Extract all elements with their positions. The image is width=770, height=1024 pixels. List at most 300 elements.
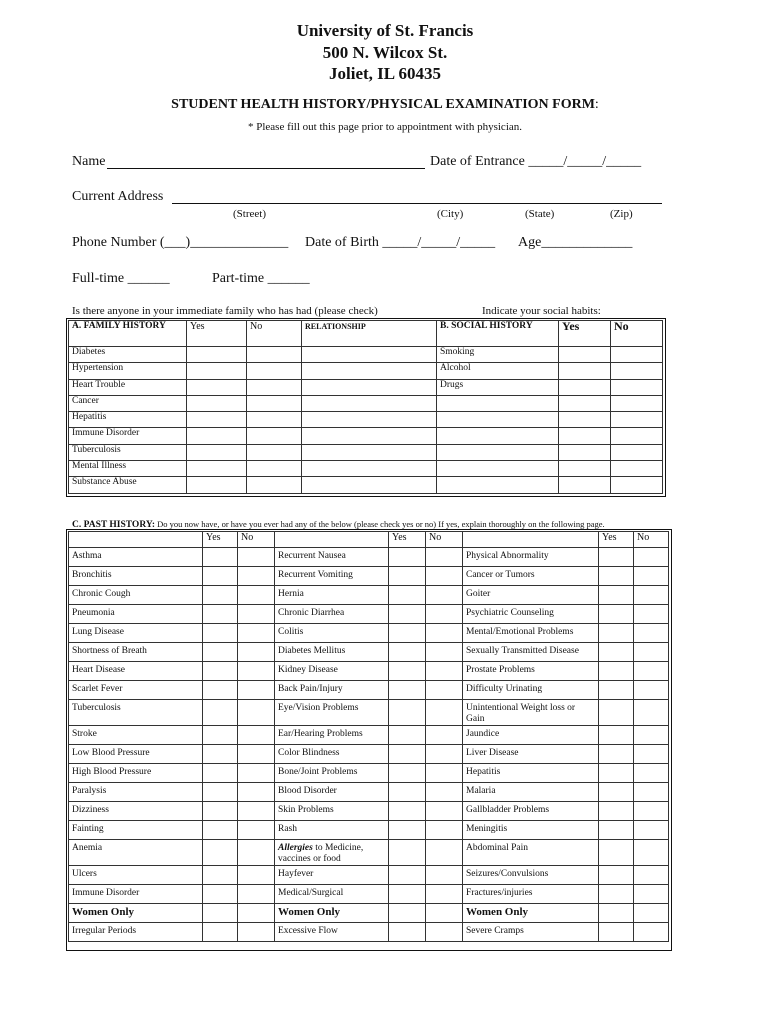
institution-street: 500 N. Wilcox St. xyxy=(322,43,448,62)
social-habit-label: Alcohol xyxy=(437,363,559,379)
family-no-checkbox[interactable] xyxy=(247,395,302,411)
women-condition-label: Severe Cramps xyxy=(463,923,599,942)
past-yes-checkbox[interactable] xyxy=(389,548,426,567)
past-no-checkbox[interactable] xyxy=(426,783,463,802)
past-row xyxy=(69,681,669,700)
past-yes-checkbox[interactable] xyxy=(389,885,426,904)
past-condition-label: Dizziness xyxy=(69,802,203,821)
past-row xyxy=(69,643,669,662)
past-no-checkbox[interactable] xyxy=(426,726,463,745)
past-no-checkbox[interactable] xyxy=(634,586,669,605)
social-no-checkbox[interactable] xyxy=(611,379,663,395)
family-condition-label: Hepatitis xyxy=(69,412,187,428)
family-row xyxy=(69,428,663,444)
past-yes-checkbox[interactable] xyxy=(203,681,238,700)
past-condition-label: Skin Problems xyxy=(275,802,389,821)
past-no-checkbox[interactable] xyxy=(426,802,463,821)
past-condition-label: Diabetes Mellitus xyxy=(275,643,389,662)
past-condition-label: Allergies to Medicine, vaccines or food xyxy=(275,840,389,866)
past-yes-checkbox[interactable] xyxy=(203,726,238,745)
past-condition-label: Back Pain/Injury xyxy=(275,681,389,700)
past-yes-checkbox[interactable] xyxy=(203,821,238,840)
social-yes-checkbox[interactable] xyxy=(559,412,611,428)
family-relationship-field[interactable] xyxy=(302,363,437,379)
past-condition-label: Mental/Emotional Problems xyxy=(463,624,599,643)
social-no-checkbox[interactable] xyxy=(611,395,663,411)
past-yes-checkbox[interactable] xyxy=(599,700,634,726)
past-yes-checkbox[interactable] xyxy=(203,904,238,923)
past-row xyxy=(69,745,669,764)
past-condition-label: Physical Abnormality xyxy=(463,548,599,567)
family-yes-checkbox[interactable] xyxy=(187,379,247,395)
past-yes-checkbox[interactable] xyxy=(599,586,634,605)
past-condition-label: Hernia xyxy=(275,586,389,605)
age-field[interactable]: Age_____________ xyxy=(518,235,633,250)
past-no-checkbox[interactable] xyxy=(426,567,463,586)
past-yes-checkbox[interactable] xyxy=(389,923,426,942)
family-row xyxy=(69,444,663,460)
past-yes-checkbox[interactable] xyxy=(203,783,238,802)
past-condition-label: Tuberculosis xyxy=(69,700,203,726)
past-condition-label: Chronic Diarrhea xyxy=(275,605,389,624)
past-condition-label: Ulcers xyxy=(69,866,203,885)
city-sublabel: (City) xyxy=(437,208,464,220)
family-row xyxy=(69,379,663,395)
past-no-checkbox[interactable] xyxy=(426,866,463,885)
past-no-checkbox[interactable] xyxy=(238,745,275,764)
past-condition-label: Seizures/Convulsions xyxy=(463,866,599,885)
family-yes-checkbox[interactable] xyxy=(187,363,247,379)
past-yes-checkbox[interactable] xyxy=(203,700,238,726)
past-condition-header xyxy=(275,532,389,548)
family-no-header: No xyxy=(247,321,302,347)
family-no-checkbox[interactable] xyxy=(247,347,302,363)
past-no-checkbox[interactable] xyxy=(238,624,275,643)
past-condition-label: Fractures/injuries xyxy=(463,885,599,904)
past-no-checkbox[interactable] xyxy=(426,840,463,866)
past-yes-checkbox[interactable] xyxy=(389,567,426,586)
past-condition-label: Gallbladder Problems xyxy=(463,802,599,821)
family-no-checkbox[interactable] xyxy=(247,363,302,379)
past-yes-checkbox[interactable] xyxy=(599,885,634,904)
social-no-checkbox[interactable] xyxy=(611,461,663,477)
family-no-checkbox[interactable] xyxy=(247,379,302,395)
past-row xyxy=(69,783,669,802)
past-yes-checkbox[interactable] xyxy=(389,586,426,605)
women-only-label: Women Only xyxy=(69,904,203,923)
past-no-checkbox[interactable] xyxy=(238,885,275,904)
past-no-checkbox[interactable] xyxy=(238,681,275,700)
past-condition-label: Prostate Problems xyxy=(463,662,599,681)
family-condition-label: Heart Trouble xyxy=(69,379,187,395)
family-prompt: Is there anyone in your immediate family who has had (please check) xyxy=(72,305,378,317)
past-yes-checkbox[interactable] xyxy=(203,764,238,783)
family-row xyxy=(69,477,663,493)
past-no-checkbox[interactable] xyxy=(238,923,275,942)
past-no-checkbox[interactable] xyxy=(426,904,463,923)
name-label: Name xyxy=(72,154,106,169)
past-no-checkbox[interactable] xyxy=(634,802,669,821)
past-condition-label: Recurrent Vomiting xyxy=(275,567,389,586)
family-no-checkbox[interactable] xyxy=(247,461,302,477)
family-history-header: A. FAMILY HISTORY xyxy=(69,321,187,347)
past-yes-checkbox[interactable] xyxy=(599,866,634,885)
past-yes-checkbox[interactable] xyxy=(389,745,426,764)
past-yes-checkbox[interactable] xyxy=(599,643,634,662)
past-condition-label: Bronchitis xyxy=(69,567,203,586)
family-no-checkbox[interactable] xyxy=(247,444,302,460)
past-yes-checkbox[interactable] xyxy=(599,783,634,802)
family-row xyxy=(69,412,663,428)
past-condition-label: Medical/Surgical xyxy=(275,885,389,904)
past-condition-label: Fainting xyxy=(69,821,203,840)
past-no-checkbox[interactable] xyxy=(238,726,275,745)
past-condition-label: Sexually Transmitted Disease xyxy=(463,643,599,662)
family-yes-checkbox[interactable] xyxy=(187,477,247,493)
family-yes-checkbox[interactable] xyxy=(187,412,247,428)
social-no-checkbox[interactable] xyxy=(611,444,663,460)
past-no-header: No xyxy=(238,532,275,548)
past-yes-header: Yes xyxy=(203,532,238,548)
phone-field[interactable]: Phone Number (___)______________ xyxy=(72,235,289,250)
past-no-checkbox[interactable] xyxy=(238,840,275,866)
past-no-checkbox[interactable] xyxy=(634,821,669,840)
past-condition-header xyxy=(69,532,203,548)
past-no-checkbox[interactable] xyxy=(634,605,669,624)
past-yes-checkbox[interactable] xyxy=(389,764,426,783)
past-yes-header: Yes xyxy=(599,532,634,548)
form-title-colon: : xyxy=(594,97,599,112)
past-yes-checkbox[interactable] xyxy=(389,802,426,821)
family-no-checkbox[interactable] xyxy=(247,477,302,493)
social-empty-cell xyxy=(437,395,559,411)
form-title-text: STUDENT HEALTH HISTORY/PHYSICAL EXAMINATION FORM xyxy=(171,97,595,112)
past-no-checkbox[interactable] xyxy=(238,643,275,662)
past-condition-label: Liver Disease xyxy=(463,745,599,764)
family-no-checkbox[interactable] xyxy=(247,428,302,444)
past-yes-checkbox[interactable] xyxy=(599,923,634,942)
zip-sublabel: (Zip) xyxy=(610,208,633,220)
date-entrance-label xyxy=(430,154,641,170)
past-yes-checkbox[interactable] xyxy=(203,662,238,681)
address-label: Current Address xyxy=(72,189,164,204)
past-no-checkbox[interactable] xyxy=(634,923,669,942)
past-no-checkbox[interactable] xyxy=(634,840,669,866)
past-row xyxy=(69,885,669,904)
women-condition-label: Excessive Flow xyxy=(275,923,389,942)
past-yes-checkbox[interactable] xyxy=(599,567,634,586)
past-row xyxy=(69,586,669,605)
past-no-checkbox[interactable] xyxy=(238,700,275,726)
social-no-checkbox[interactable] xyxy=(611,347,663,363)
past-row xyxy=(69,548,669,567)
past-no-checkbox[interactable] xyxy=(238,764,275,783)
past-yes-header: Yes xyxy=(389,532,426,548)
past-yes-checkbox[interactable] xyxy=(389,624,426,643)
social-empty-cell xyxy=(437,477,559,493)
past-condition-label: Goiter xyxy=(463,586,599,605)
name-field[interactable] xyxy=(107,168,425,169)
past-no-checkbox[interactable] xyxy=(238,586,275,605)
past-no-checkbox[interactable] xyxy=(238,567,275,586)
past-condition-label: Shortness of Breath xyxy=(69,643,203,662)
past-no-checkbox[interactable] xyxy=(634,624,669,643)
past-no-checkbox[interactable] xyxy=(426,605,463,624)
past-yes-checkbox[interactable] xyxy=(203,605,238,624)
past-row xyxy=(69,662,669,681)
past-no-header: No xyxy=(634,532,669,548)
family-relationship-field[interactable] xyxy=(302,444,437,460)
past-condition-label: Recurrent Nausea xyxy=(275,548,389,567)
past-condition-label: Bone/Joint Problems xyxy=(275,764,389,783)
family-social-table xyxy=(68,320,663,494)
social-history-header: B. SOCIAL HISTORY xyxy=(437,321,559,347)
past-history-title: C. PAST HISTORY: xyxy=(72,520,155,530)
past-no-checkbox[interactable] xyxy=(634,904,669,923)
past-no-checkbox[interactable] xyxy=(426,681,463,700)
past-row xyxy=(69,866,669,885)
past-yes-checkbox[interactable] xyxy=(203,923,238,942)
family-condition-label: Hypertension xyxy=(69,363,187,379)
past-yes-checkbox[interactable] xyxy=(389,904,426,923)
social-yes-checkbox[interactable] xyxy=(559,477,611,493)
past-yes-checkbox[interactable] xyxy=(389,726,426,745)
past-yes-checkbox[interactable] xyxy=(389,681,426,700)
past-history-table xyxy=(68,531,669,942)
past-condition-label: Stroke xyxy=(69,726,203,745)
social-prompt: Indicate your social habits: xyxy=(482,305,601,317)
past-condition-label: Kidney Disease xyxy=(275,662,389,681)
past-no-checkbox[interactable] xyxy=(238,783,275,802)
family-relationship-field[interactable] xyxy=(302,395,437,411)
past-row xyxy=(69,840,669,866)
social-yes-checkbox[interactable] xyxy=(559,395,611,411)
past-no-header: No xyxy=(426,532,463,548)
social-no-checkbox[interactable] xyxy=(611,412,663,428)
past-row xyxy=(69,567,669,586)
women-condition-label: Irregular Periods xyxy=(69,923,203,942)
past-condition-label: Immune Disorder xyxy=(69,885,203,904)
past-no-checkbox[interactable] xyxy=(426,764,463,783)
past-condition-label: Asthma xyxy=(69,548,203,567)
past-row xyxy=(69,624,669,643)
social-empty-cell xyxy=(437,428,559,444)
family-yes-checkbox[interactable] xyxy=(187,461,247,477)
family-yes-checkbox[interactable] xyxy=(187,428,247,444)
past-no-checkbox[interactable] xyxy=(238,802,275,821)
institution-city: Joliet, IL 60435 xyxy=(329,64,441,83)
past-no-checkbox[interactable] xyxy=(238,605,275,624)
past-no-checkbox[interactable] xyxy=(426,643,463,662)
state-sublabel: (State) xyxy=(525,208,555,220)
past-yes-checkbox[interactable] xyxy=(389,821,426,840)
past-no-checkbox[interactable] xyxy=(426,548,463,567)
past-no-checkbox[interactable] xyxy=(634,681,669,700)
past-no-checkbox[interactable] xyxy=(426,700,463,726)
parttime-field[interactable]: Part-time ______ xyxy=(212,271,310,286)
relationship-header: RELATIONSHIP xyxy=(302,321,437,347)
past-yes-checkbox[interactable] xyxy=(389,866,426,885)
past-no-checkbox[interactable] xyxy=(238,548,275,567)
family-yes-checkbox[interactable] xyxy=(187,444,247,460)
past-condition-label: Difficulty Urinating xyxy=(463,681,599,700)
past-yes-checkbox[interactable] xyxy=(599,681,634,700)
past-condition-label: Chronic Cough xyxy=(69,586,203,605)
social-yes-checkbox[interactable] xyxy=(559,428,611,444)
past-condition-label: Cancer or Tumors xyxy=(463,567,599,586)
fulltime-field[interactable]: Full-time ______ xyxy=(72,271,170,286)
past-yes-checkbox[interactable] xyxy=(389,643,426,662)
past-yes-checkbox[interactable] xyxy=(599,548,634,567)
social-yes-checkbox[interactable] xyxy=(559,379,611,395)
past-yes-checkbox[interactable] xyxy=(203,745,238,764)
past-no-checkbox[interactable] xyxy=(634,548,669,567)
past-condition-label: Paralysis xyxy=(69,783,203,802)
social-empty-cell xyxy=(437,461,559,477)
past-condition-label: Anemia xyxy=(69,840,203,866)
past-row xyxy=(69,605,669,624)
past-condition-label: Pneumonia xyxy=(69,605,203,624)
past-no-checkbox[interactable] xyxy=(634,764,669,783)
past-condition-label: Heart Disease xyxy=(69,662,203,681)
past-yes-checkbox[interactable] xyxy=(599,624,634,643)
social-yes-checkbox[interactable] xyxy=(559,363,611,379)
date-entrance-text: Date of Entrance xyxy=(430,154,525,169)
form-title xyxy=(0,97,770,113)
past-row xyxy=(69,726,669,745)
past-no-checkbox[interactable] xyxy=(634,662,669,681)
past-condition-header xyxy=(463,532,599,548)
past-condition-label: Abdominal Pain xyxy=(463,840,599,866)
allergies-emphasis: Allergies xyxy=(278,843,313,853)
family-condition-label: Substance Abuse xyxy=(69,477,187,493)
family-row xyxy=(69,363,663,379)
past-no-checkbox[interactable] xyxy=(634,700,669,726)
past-yes-checkbox[interactable] xyxy=(203,866,238,885)
past-yes-checkbox[interactable] xyxy=(599,726,634,745)
family-relationship-field[interactable] xyxy=(302,347,437,363)
social-yes-checkbox[interactable] xyxy=(559,347,611,363)
past-condition-label: Unintentional Weight loss or Gain xyxy=(463,700,599,726)
women-only-label: Women Only xyxy=(463,904,599,923)
past-yes-checkbox[interactable] xyxy=(389,605,426,624)
family-row xyxy=(69,347,663,363)
past-no-checkbox[interactable] xyxy=(634,726,669,745)
past-row xyxy=(69,700,669,726)
social-no-checkbox[interactable] xyxy=(611,428,663,444)
date-entrance-field[interactable]: _____/_____/_____ xyxy=(528,154,642,169)
past-no-checkbox[interactable] xyxy=(634,866,669,885)
past-yes-checkbox[interactable] xyxy=(599,840,634,866)
instruction-note: * Please fill out this page prior to appointment with physician. xyxy=(247,121,523,133)
past-yes-checkbox[interactable] xyxy=(599,662,634,681)
family-yes-checkbox[interactable] xyxy=(187,347,247,363)
family-yes-header: Yes xyxy=(187,321,247,347)
family-yes-checkbox[interactable] xyxy=(187,395,247,411)
family-relationship-field[interactable] xyxy=(302,379,437,395)
social-no-checkbox[interactable] xyxy=(611,363,663,379)
past-yes-checkbox[interactable] xyxy=(203,802,238,821)
family-relationship-field[interactable] xyxy=(302,412,437,428)
past-no-checkbox[interactable] xyxy=(426,586,463,605)
past-no-checkbox[interactable] xyxy=(426,821,463,840)
address-field[interactable] xyxy=(172,203,662,204)
past-condition-label: Color Blindness xyxy=(275,745,389,764)
family-row xyxy=(69,461,663,477)
past-no-checkbox[interactable] xyxy=(238,662,275,681)
social-empty-cell xyxy=(437,444,559,460)
past-condition-label: Rash xyxy=(275,821,389,840)
past-history-instruction: Do you now have, or have you ever had any of the below (please check yes or no) If yes, explain thoroughly on the following page. xyxy=(157,519,605,529)
past-no-checkbox[interactable] xyxy=(634,643,669,662)
past-header-row xyxy=(69,532,669,548)
family-header-row xyxy=(69,321,663,347)
family-relationship-field[interactable] xyxy=(302,461,437,477)
social-habit-label: Smoking xyxy=(437,347,559,363)
past-yes-checkbox[interactable] xyxy=(389,783,426,802)
social-empty-cell xyxy=(437,412,559,428)
past-condition-label: Scarlet Fever xyxy=(69,681,203,700)
past-yes-checkbox[interactable] xyxy=(203,586,238,605)
social-no-header: No xyxy=(611,321,663,347)
past-yes-checkbox[interactable] xyxy=(599,605,634,624)
past-no-checkbox[interactable] xyxy=(634,745,669,764)
social-yes-checkbox[interactable] xyxy=(559,461,611,477)
past-condition-label: Psychiatric Counseling xyxy=(463,605,599,624)
past-no-checkbox[interactable] xyxy=(426,745,463,764)
past-condition-label: Lung Disease xyxy=(69,624,203,643)
women-only-row xyxy=(69,923,669,942)
past-yes-checkbox[interactable] xyxy=(599,764,634,783)
past-yes-checkbox[interactable] xyxy=(389,662,426,681)
past-yes-checkbox[interactable] xyxy=(203,567,238,586)
family-row xyxy=(69,395,663,411)
past-yes-checkbox[interactable] xyxy=(203,840,238,866)
family-no-checkbox[interactable] xyxy=(247,412,302,428)
street-sublabel: (Street) xyxy=(233,208,266,220)
dob-field[interactable]: Date of Birth _____/_____/_____ xyxy=(305,235,496,250)
past-condition-label: Eye/Vision Problems xyxy=(275,700,389,726)
past-yes-checkbox[interactable] xyxy=(599,745,634,764)
past-no-checkbox[interactable] xyxy=(238,821,275,840)
family-relationship-field[interactable] xyxy=(302,477,437,493)
past-no-checkbox[interactable] xyxy=(238,866,275,885)
past-no-checkbox[interactable] xyxy=(426,923,463,942)
past-yes-checkbox[interactable] xyxy=(203,548,238,567)
past-no-checkbox[interactable] xyxy=(634,885,669,904)
past-yes-checkbox[interactable] xyxy=(389,840,426,866)
past-yes-checkbox[interactable] xyxy=(389,700,426,726)
family-condition-label: Tuberculosis xyxy=(69,444,187,460)
past-yes-checkbox[interactable] xyxy=(599,821,634,840)
social-no-checkbox[interactable] xyxy=(611,477,663,493)
past-no-checkbox[interactable] xyxy=(426,885,463,904)
social-yes-checkbox[interactable] xyxy=(559,444,611,460)
past-condition-label: Hayfever xyxy=(275,866,389,885)
past-yes-checkbox[interactable] xyxy=(203,885,238,904)
past-yes-checkbox[interactable] xyxy=(203,643,238,662)
past-condition-label: Low Blood Pressure xyxy=(69,745,203,764)
past-no-checkbox[interactable] xyxy=(426,624,463,643)
family-relationship-field[interactable] xyxy=(302,428,437,444)
past-yes-checkbox[interactable] xyxy=(203,624,238,643)
past-no-checkbox[interactable] xyxy=(634,567,669,586)
past-no-checkbox[interactable] xyxy=(238,904,275,923)
past-yes-checkbox[interactable] xyxy=(599,802,634,821)
past-no-checkbox[interactable] xyxy=(426,662,463,681)
past-yes-checkbox[interactable] xyxy=(599,904,634,923)
past-no-checkbox[interactable] xyxy=(634,783,669,802)
